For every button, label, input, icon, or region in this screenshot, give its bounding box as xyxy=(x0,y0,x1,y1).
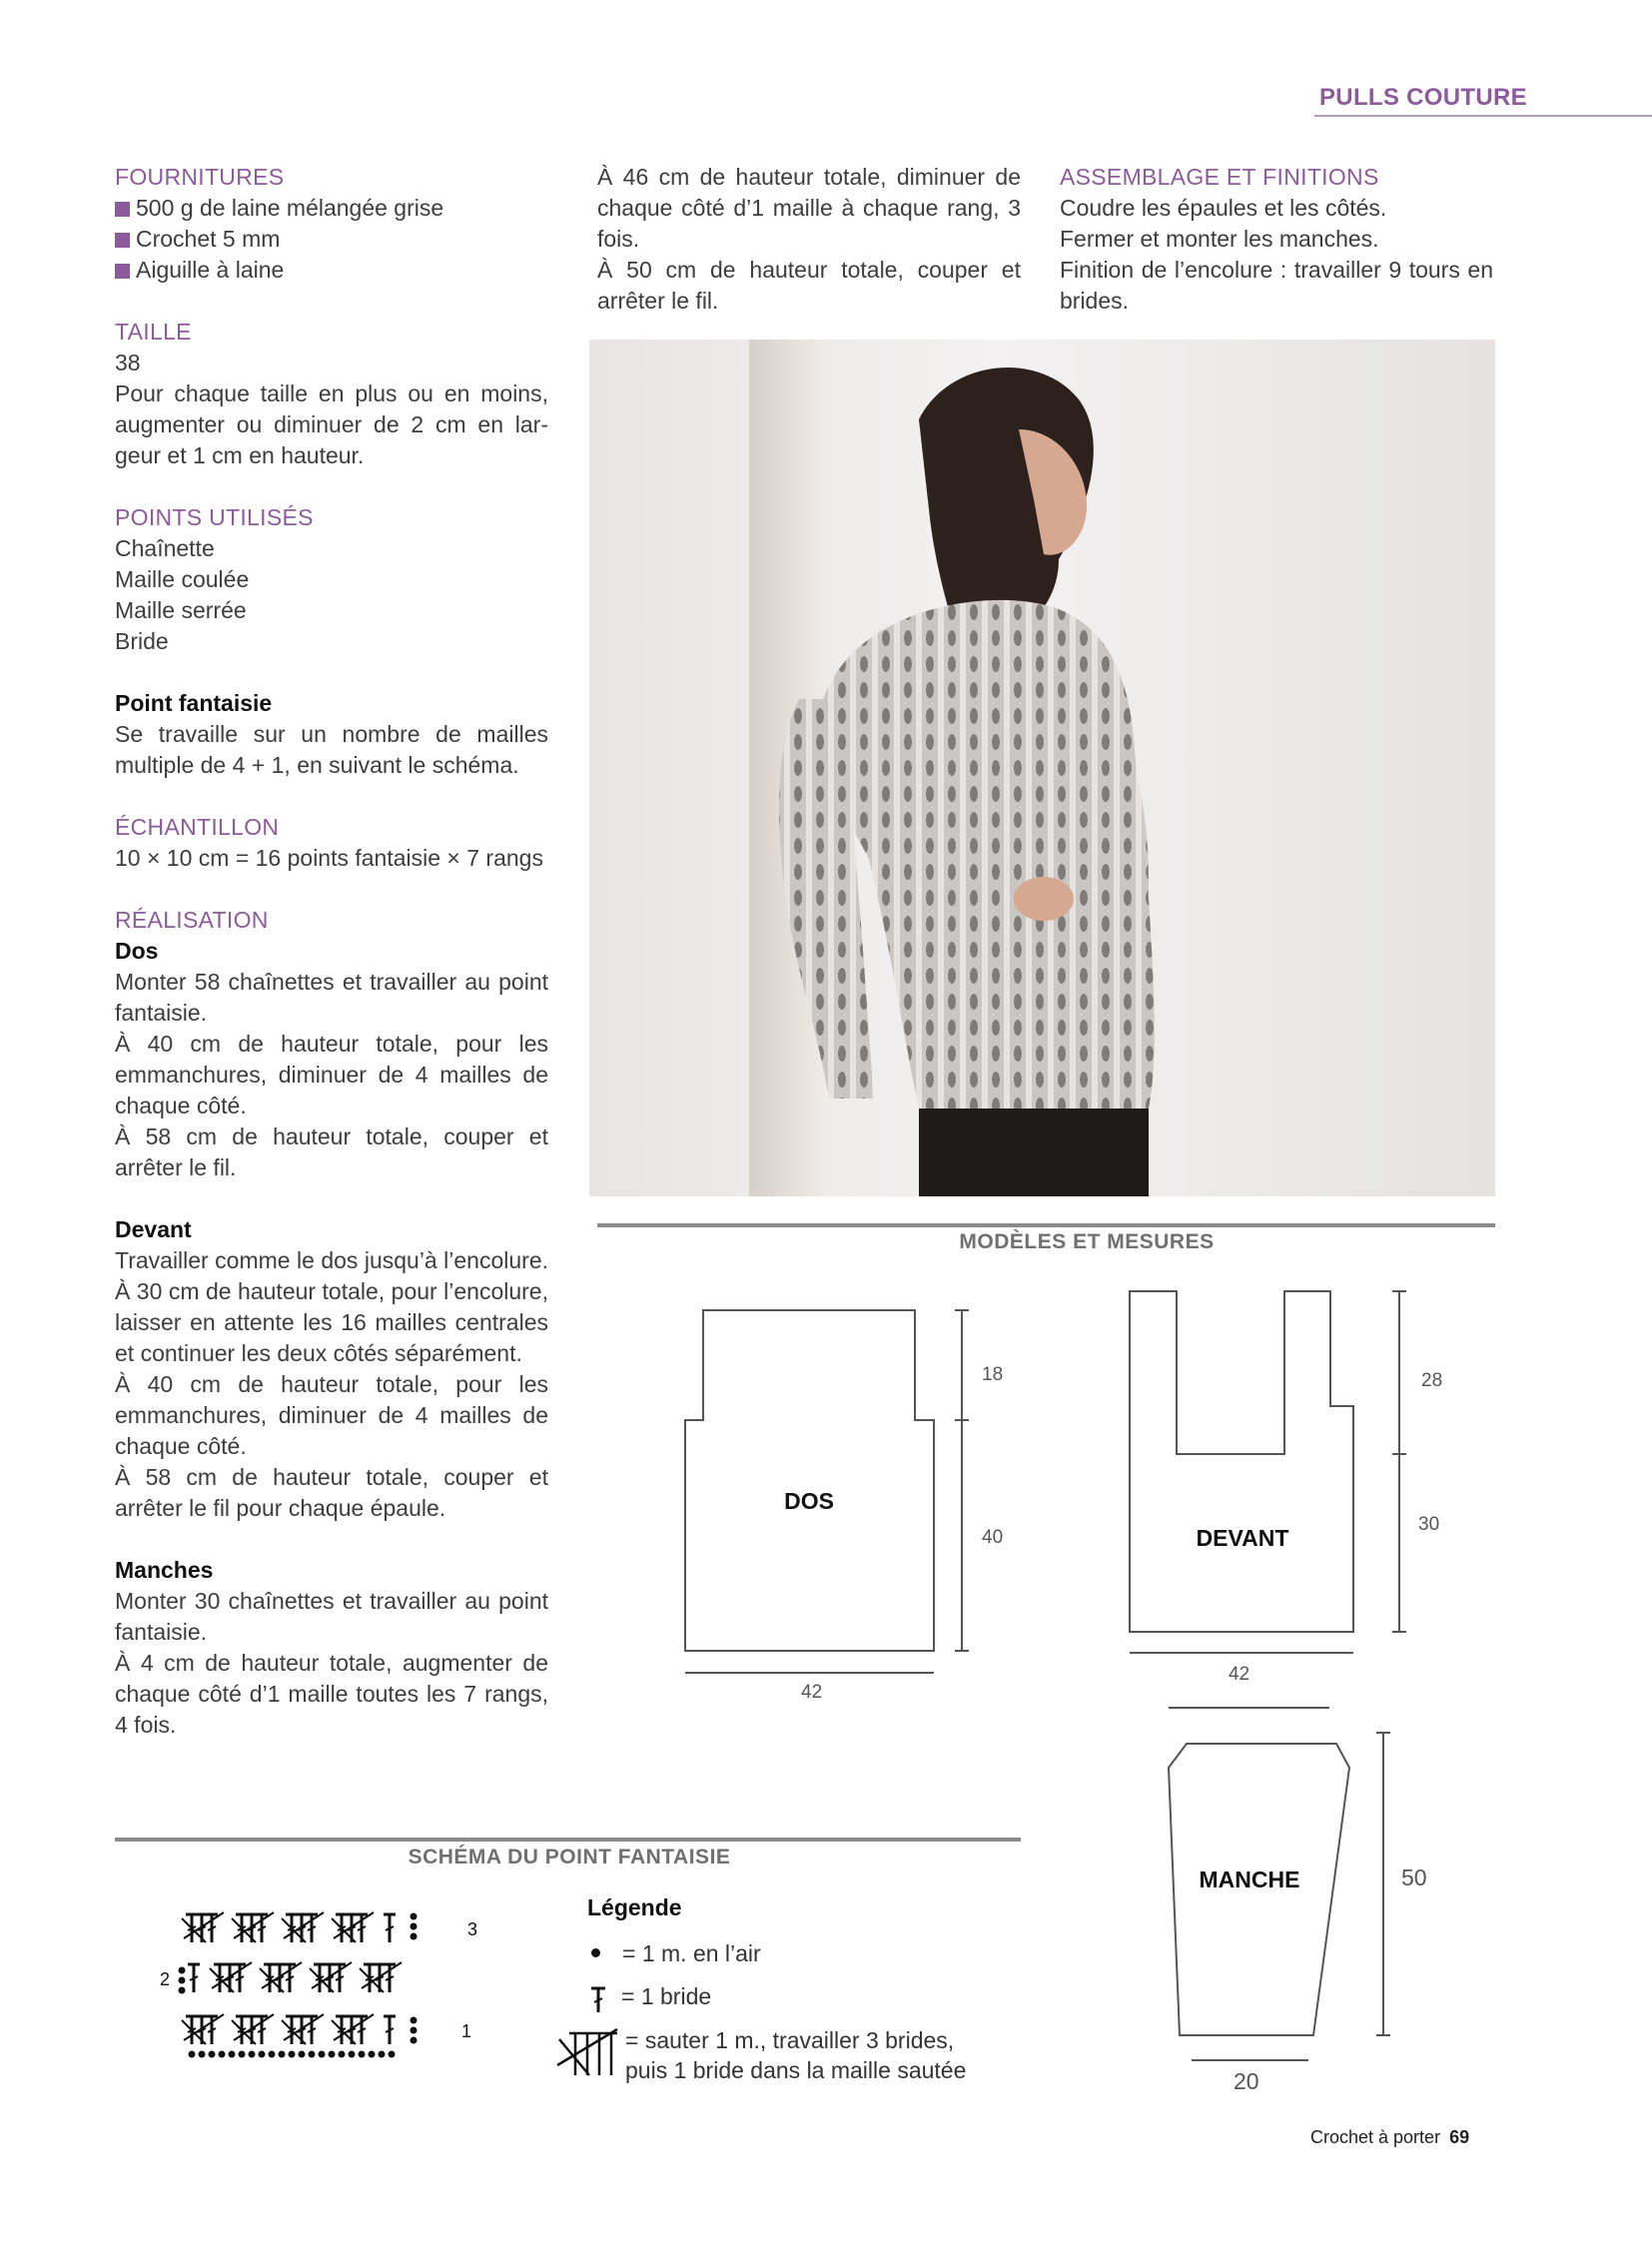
devant-step: À 58 cm de hauteur totale, couper et arrêter le fil pour chaque épaule. xyxy=(115,1464,548,1521)
points-item: Maille serrée xyxy=(115,597,247,623)
manches-heading: Manches xyxy=(115,1557,214,1583)
dos-top-measure: 18 xyxy=(982,1364,1004,1385)
taille-value: 38 xyxy=(115,350,141,375)
devant-top-measure: 28 xyxy=(1421,1370,1443,1391)
assemblage-line: Fermer et monter les manches. xyxy=(1060,226,1379,252)
sweater-photo xyxy=(589,340,1495,1196)
devant-step: Travailler comme le dos jusqu’à l’encolure. xyxy=(115,1247,548,1273)
dos-width-measure: 42 xyxy=(801,1682,823,1703)
measurement-diagram xyxy=(589,1268,1508,2107)
fournitures-item: Crochet 5 mm xyxy=(115,224,548,255)
chart-row-label: 3 xyxy=(467,1919,478,1939)
legend-title: Légende xyxy=(587,1894,682,1920)
manche-height-measure: 50 xyxy=(1401,1865,1427,1890)
diagram-rule xyxy=(597,1223,1495,1227)
square-bullet-icon xyxy=(115,202,130,217)
dos-step: À 58 cm de hauteur totale, couper et arrêter le fil. xyxy=(115,1123,548,1180)
page-number: 69 xyxy=(1449,2127,1470,2147)
dos-step: À 40 cm de hauteur totale, pour les emmanchures, diminuer de 4 mailles de chaque côté. xyxy=(115,1031,548,1119)
schema-caption: SCHÉMA DU POINT FANTAISIE xyxy=(408,1846,731,1868)
chart-row-label: 1 xyxy=(461,2021,472,2041)
points-item: Bride xyxy=(115,628,169,654)
square-bullet-icon xyxy=(115,233,130,248)
devant-width-measure: 42 xyxy=(1229,1664,1250,1685)
stitch-chart xyxy=(150,1892,489,2092)
fournitures-item: 500 g de laine mélangée grise xyxy=(115,193,548,224)
manches-continued xyxy=(597,162,1021,317)
assemblage-block xyxy=(1060,162,1493,317)
dos-bottom-measure: 40 xyxy=(982,1527,1004,1548)
devant-bottom-measure: 30 xyxy=(1418,1514,1440,1535)
echantillon-text: 10 × 10 cm = 16 points fantaisie × 7 rangs xyxy=(115,845,543,871)
manches-step: À 4 cm de hauteur totale, augmenter de chaque côté d’1 maille toutes les 7 rangs, 4 fois. xyxy=(115,1650,548,1738)
manche-width-measure: 20 xyxy=(1234,2068,1259,2094)
manche-label: MANCHE xyxy=(1199,1867,1300,1892)
page-footer xyxy=(1310,2127,1469,2148)
assemblage-heading: ASSEMBLAGE ET FINITIONS xyxy=(1060,164,1379,190)
dos-outline xyxy=(685,1310,934,1651)
legend-item-bride: = 1 bride xyxy=(589,1983,711,2014)
magazine-name: Crochet à porter xyxy=(1310,2127,1441,2147)
dos-heading: Dos xyxy=(115,938,159,964)
taille-text: Pour chaque taille en plus ou en moins, augmenter ou diminuer de 2 cm en largeur et 1 cm en hauteur. xyxy=(115,380,548,468)
realisation-heading: RÉALISATION xyxy=(115,907,269,933)
taille-heading: TAILLE xyxy=(115,319,192,345)
fantaisie-text: Se travaille sur un nombre de mailles multiple de 4 + 1, en suivant le schéma. xyxy=(115,721,548,778)
manches-step: Monter 30 chaînettes et travailler au point fantaisie. xyxy=(115,1588,548,1645)
crossed-cluster-icon xyxy=(555,2025,625,2081)
fournitures-item: Aiguille à laine xyxy=(115,255,548,286)
points-heading: POINTS UTILISÉS xyxy=(115,504,314,530)
left-column xyxy=(115,162,548,1741)
devant-label: DEVANT xyxy=(1196,1525,1289,1551)
fantaisie-heading: Point fantaisie xyxy=(115,690,273,716)
schema-rule xyxy=(115,1838,1021,1842)
chart-row-label: 2 xyxy=(160,1969,171,1989)
devant-outline xyxy=(1130,1291,1353,1632)
double-crochet-icon xyxy=(589,1984,607,2014)
header-rule xyxy=(1314,115,1652,117)
section-header: PULLS COUTURE xyxy=(1319,84,1527,111)
legend-cluster-text: = sauter 1 m., travailler 3 brides, puis 1 bride dans la maille sautée xyxy=(625,2027,967,2083)
devant-step: À 30 cm de hauteur totale, pour l’encolure, laisser en attente les 16 mailles centrales et continuer les deux côtés séparément. xyxy=(115,1278,548,1366)
legend-item-cluster xyxy=(555,2025,966,2085)
diagram-caption: MODÈLES ET MESURES xyxy=(959,1230,1215,1253)
devant-step: À 40 cm de hauteur totale, pour les emmanchures, diminuer de 4 mailles de chaque côté. xyxy=(115,1371,548,1459)
manches-step: À 46 cm de hauteur totale, diminuer de chaque côté d’1 maille à chaque rang, 3 fois. xyxy=(597,164,1021,252)
assemblage-line: Coudre les épaules et les côtés. xyxy=(1060,195,1387,221)
manches-step: À 50 cm de hauteur totale, couper et arrêter le fil. xyxy=(597,257,1021,314)
fournitures-heading: FOURNITURES xyxy=(115,164,285,190)
legend-item-dot: = 1 m. en l’air xyxy=(591,1940,761,1967)
dos-label: DOS xyxy=(784,1488,834,1514)
square-bullet-icon xyxy=(115,264,130,279)
points-item: Chaînette xyxy=(115,535,215,561)
points-item: Maille coulée xyxy=(115,566,250,592)
dos-step: Monter 58 chaînettes et travailler au point fantaisie. xyxy=(115,969,548,1026)
dot-icon xyxy=(591,1948,600,1957)
echantillon-heading: ÉCHANTILLON xyxy=(115,814,280,840)
assemblage-line: Finition de l’encolure : travailler 9 tours en brides. xyxy=(1060,257,1493,314)
devant-heading: Devant xyxy=(115,1216,192,1242)
